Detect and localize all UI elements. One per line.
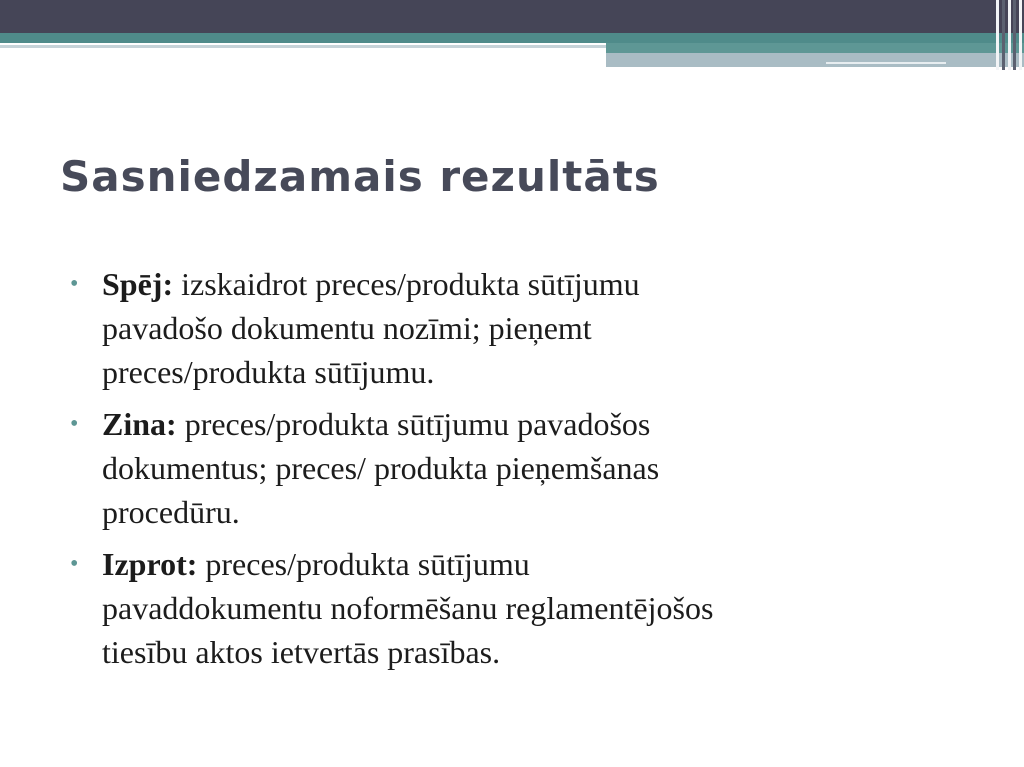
bullet-text-line: procedūru. [102, 494, 240, 530]
bullet-item-zina [70, 402, 990, 534]
bullet-term: Spēj: [102, 266, 174, 302]
header-band-teal-right [606, 43, 1024, 53]
slide-title: Sasniedzamais rezultāts [60, 152, 660, 201]
header-accent-line-right [826, 62, 946, 64]
bullet-item-izprot [70, 542, 990, 674]
bullet-text-line: pavadošo dokumentu nozīmi; pieņemt [102, 310, 592, 346]
bullet-dot-icon [70, 542, 102, 586]
bullet-text-line: preces/produkta sūtījumu pavadošos [184, 406, 651, 442]
bullet-text-line: tiesību aktos ietvertās prasības. [102, 634, 501, 670]
bullet-item-spej [70, 262, 990, 394]
bullet-text-line: dokumentus; preces/ produkta pieņemšanas [102, 450, 660, 486]
bullet-dot-icon [70, 262, 102, 306]
bullet-dot-icon [70, 402, 102, 446]
header-band-teal [0, 33, 1024, 43]
header-vertical-bars [994, 0, 1024, 70]
bullet-list [70, 262, 990, 682]
header-band-gray [606, 53, 1024, 67]
header-accent-line [0, 45, 606, 48]
bullet-text-line: pavaddokumentu noformēšanu reglamentējošos [102, 590, 714, 626]
bullet-text-line: preces/produkta sūtījumu [205, 546, 530, 582]
header-band-dark [0, 0, 1024, 33]
bullet-term: Izprot: [102, 546, 198, 582]
bullet-text-line: izskaidrot preces/produkta sūtījumu [181, 266, 640, 302]
bullet-text-line: preces/produkta sūtījumu. [102, 354, 435, 390]
bullet-term: Zina: [102, 406, 177, 442]
